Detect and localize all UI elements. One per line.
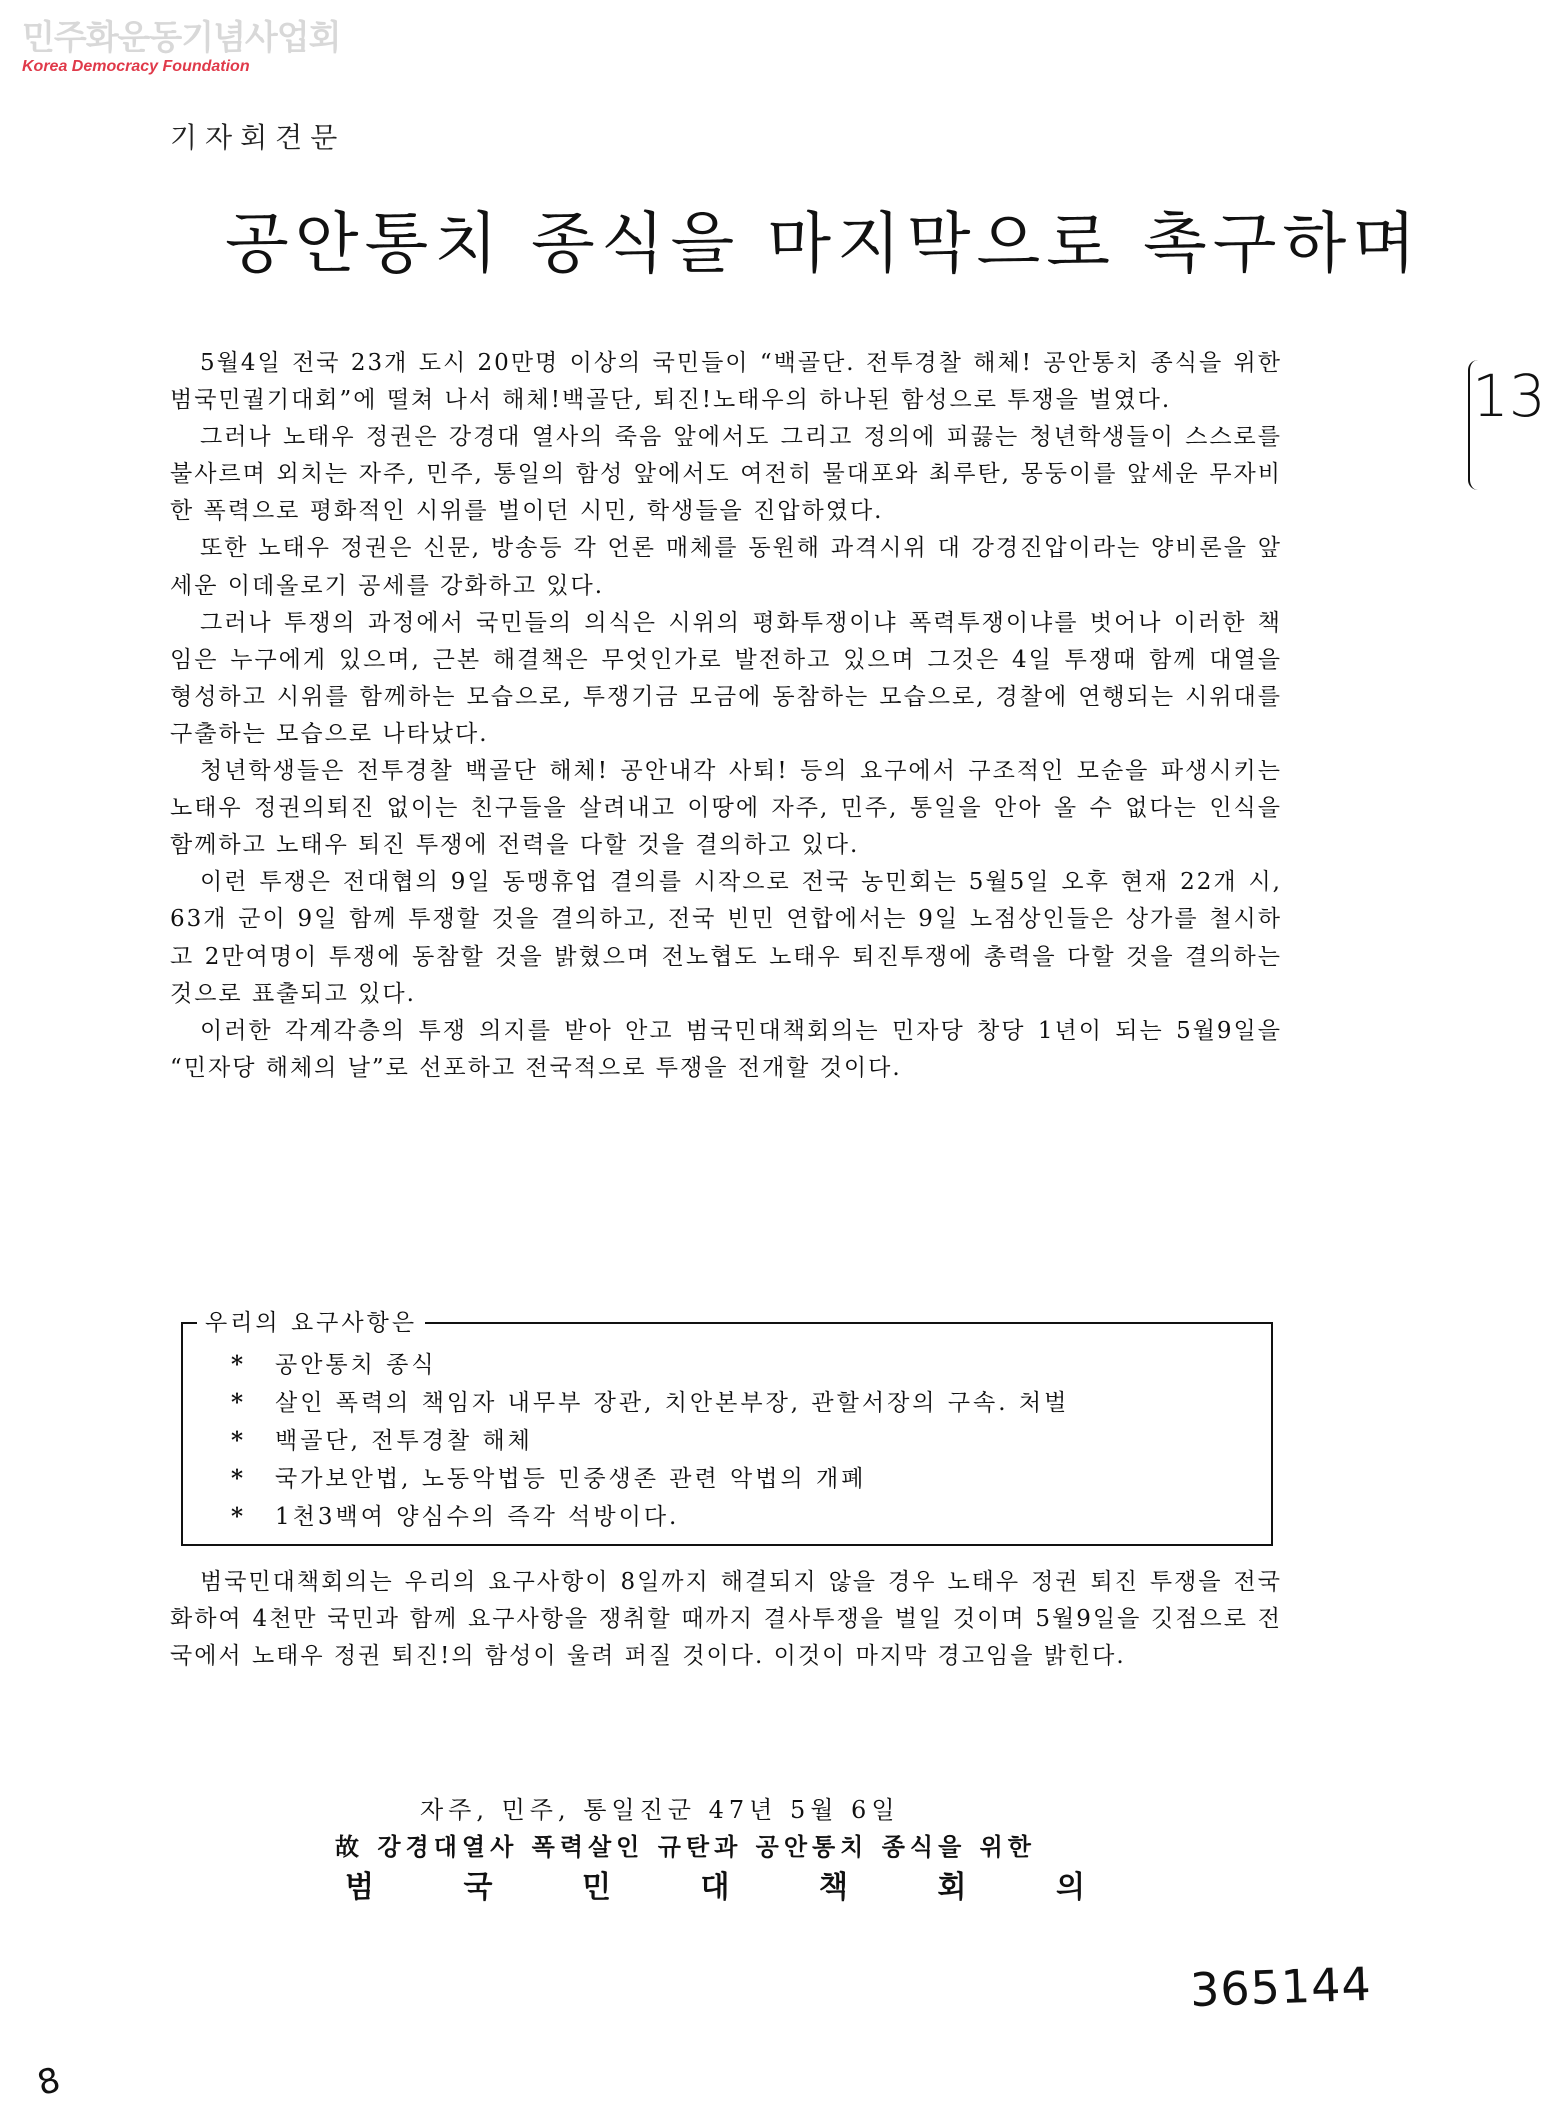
org-char: 국 [463,1870,493,1905]
org-char: 회 [937,1870,967,1905]
handwritten-bottom-mark: 8 [33,2059,65,2105]
org-char: 범 [345,1870,374,1905]
handwritten-document-id: 365144 [1189,1956,1373,2018]
demand-text: 국가보안법, 노동악법등 민중생존 관련 악법의 개폐 [275,1466,867,1492]
press-conference-label: 기자회견문 [170,121,346,154]
demands-list [231,1346,1257,1536]
closing-paragraph: 범국민대책회의는 우리의 요구사항이 8일까지 해결되지 않을 경우 노태우 정권 퇴진 투쟁을 전국화하여 4천만 국민과 함께 요구사항을 쟁취할 때까지 결사투쟁을 벌일 것이며 5월9일을 깃점으로 전국에서 노태우 정권 퇴진!의 함성이 울려 퍼질 것이다. 이것이 마지막 경고임을 밝힌다. [170,1569,1282,1669]
paragraph: 그러나 노태우 정권은 강경대 열사의 죽음 앞에서도 그리고 정의에 피끓는 청년학생들이 스스로를 불사르며 외치는 자주, 민주, 통일의 함성 앞에서도 여전히 물대포와 최루탄, 몽둥이를 앞세운 무자비한 폭력으로 평화적인 시위를 벌이던 시민, 학생들을 진압하였다. [170,424,1282,525]
document-title: 공안통치 종식을 마지막으로 촉구하며 [225,205,1423,282]
watermark-korean: 민주화운동기념사업회 [22,18,341,58]
demand-item [231,1384,1257,1422]
paragraph: 청년학생들은 전투경찰 백골단 해체! 공안내각 사퇴! 등의 요구에서 구조적인 모순을 파생시키는 노태우 정권의퇴진 없이는 친구들을 살려내고 이땅에 자주, 민주, 통일을 안아 올 수 없다는 인식을 함께하고 노태우 퇴진 투쟁에 전력을 다할 것을 결의하고 있다. [170,758,1282,859]
paragraph: 그러나 투쟁의 과정에서 국민들의 의식은 시위의 평화투쟁이냐 폭력투쟁이냐를 벗어나 이러한 책임은 누구에게 있으며, 근본 해결책은 무엇인가로 발전하고 있으며 그것은 4일 투쟁때 함께 대열을 형성하고 시위를 함께하는 모습으로, 투쟁기금 모금에 동참하는 모습으로, 경찰에 연행되는 시위대를 구출하는 모습으로 나타났다. [170,609,1282,747]
demand-text: 살인 폭력의 책임자 내무부 장관, 치안본부장, 관할서장의 구속. 처벌 [275,1390,1070,1416]
asterisk-bullet: * [231,1465,247,1492]
asterisk-bullet: * [231,1427,247,1454]
watermark-english: Korea Democracy Foundation [22,58,250,75]
paragraph: 또한 노태우 정권은 신문, 방송등 각 언론 매체를 동원해 과격시위 대 강경진압이라는 양비론을 앞세운 이데올로기 공세를 강화하고 있다. [170,535,1282,599]
signature-purpose-line: 故 강경대열사 폭력살인 규탄과 공안통치 종식을 위한 [335,1832,1036,1861]
demands-heading: 우리의 요구사항은 [197,1304,425,1337]
body-text [170,345,1282,1087]
demand-item [231,1460,1257,1498]
org-char: 책 [819,1870,848,1905]
paragraph: 이러한 각계각층의 투쟁 의지를 받아 안고 범국민대책회의는 민자당 창당 1년이 되는 5월9일을 “민자당 해체의 날”로 선포하고 전국적으로 투쟁을 전개할 것이다. [170,1017,1282,1081]
handwritten-margin-number: 13 [1472,362,1546,430]
signature-organization [345,1862,1085,1906]
signature-date-line: 자주, 민주, 통일진군 47년 5월 6일 [420,1796,900,1824]
watermark [22,18,340,76]
demand-text: 백골단, 전투경찰 해체 [275,1428,533,1454]
paragraph: 이런 투쟁은 전대협의 9일 동맹휴업 결의를 시작으로 전국 농민회는 5월5일 오후 현재 22개 시, 63개 군이 9일 함께 투쟁할 것을 결의하고, 전국 빈민 연합에서는 9일 노점상인들은 상가를 철시하고 2만여명이 투쟁에 동참할 것을 밝혔으며 전노협도 노태우 퇴진투쟁에 총력을 다할 것을 결의하는 것으로 표출되고 있다. [170,869,1282,1007]
demand-text: 공안통치 종식 [275,1352,437,1378]
org-char: 의 [1056,1870,1085,1905]
org-char: 민 [582,1870,611,1905]
asterisk-bullet: * [231,1351,247,1378]
demand-item [231,1346,1257,1384]
demand-item [231,1498,1257,1536]
demand-text: 1천3백여 양심수의 즉각 석방이다. [275,1504,680,1530]
org-char: 대 [700,1870,730,1905]
asterisk-bullet: * [231,1503,247,1530]
asterisk-bullet: * [231,1389,247,1416]
demand-item [231,1422,1257,1460]
paragraph: 5월4일 전국 23개 도시 20만명 이상의 국민들이 “백골단. 전투경찰 해체! 공안통치 종식을 위한 범국민궐기대회”에 떨쳐 나서 해체!백골단, 퇴진!노태우의 하나된 함성으로 투쟁을 벌였다. [170,350,1282,414]
demands-box [181,1310,1273,1546]
